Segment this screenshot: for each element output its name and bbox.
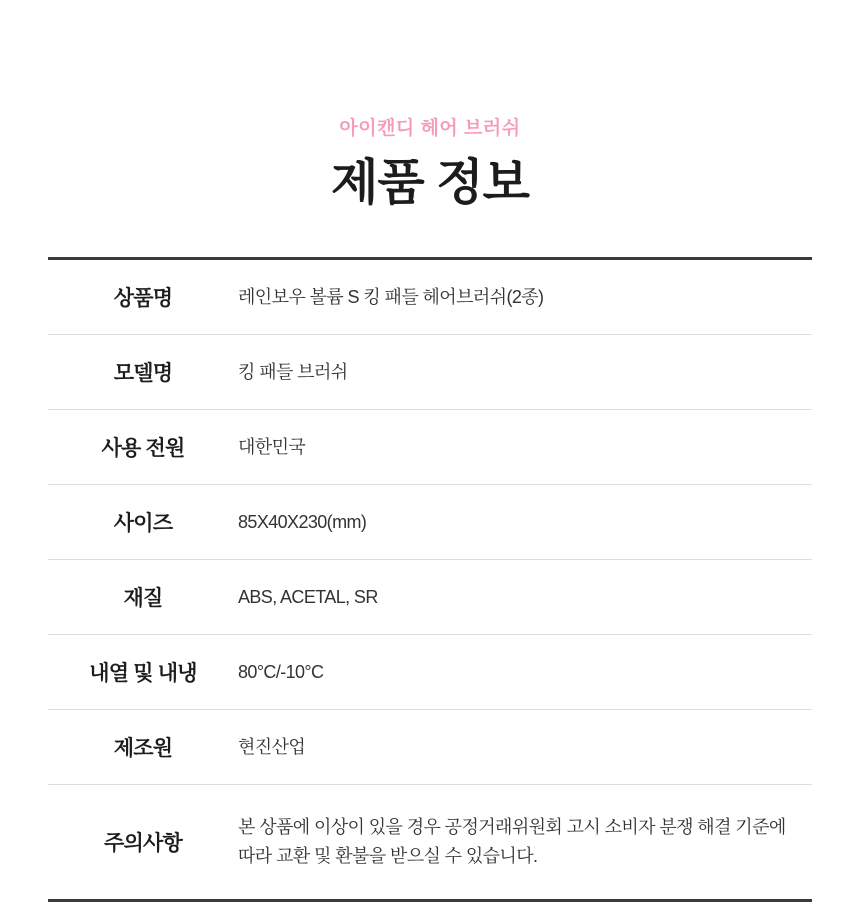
spec-value: 레인보우 볼륨 S 킹 패들 헤어브러쉬(2종) <box>238 286 544 307</box>
table-row <box>48 710 812 785</box>
table-row <box>48 560 812 635</box>
spec-value: ABS, ACETAL, SR <box>238 586 378 607</box>
spec-value: 80°C/-10°C <box>238 661 324 682</box>
spec-value: 85X40X230(mm) <box>238 511 367 532</box>
table-row <box>48 410 812 485</box>
spec-value: 킹 패들 브러쉬 <box>238 361 348 382</box>
spec-label: 모델명 <box>113 362 173 386</box>
spec-label: 사용 전원 <box>101 437 185 461</box>
table-row <box>48 635 812 710</box>
spec-value: 현진산업 <box>238 736 306 757</box>
table-row <box>48 259 812 335</box>
page-title: 제품 정보 <box>331 155 529 210</box>
spec-label: 상품명 <box>113 287 173 311</box>
spec-value: 본 상품에 이상이 있을 경우 공정거래위원회 고시 소비자 분쟁 해결 기준에 따라 교환 및 환불을 받으실 수 있습니다. <box>238 817 786 867</box>
table-row <box>48 335 812 410</box>
table-row <box>48 485 812 560</box>
spec-value: 대한민국 <box>238 436 306 457</box>
spec-label: 재질 <box>123 587 163 611</box>
spec-label: 주의사항 <box>104 832 182 856</box>
brand-eyebrow: 아이캔디 헤어 브러쉬 <box>339 118 521 139</box>
spec-label: 내열 및 내냉 <box>89 662 197 686</box>
product-spec-table <box>48 257 812 902</box>
spec-label: 사이즈 <box>113 512 173 536</box>
page-header <box>0 0 860 211</box>
table-row <box>48 785 812 901</box>
spec-label: 제조원 <box>113 737 173 761</box>
